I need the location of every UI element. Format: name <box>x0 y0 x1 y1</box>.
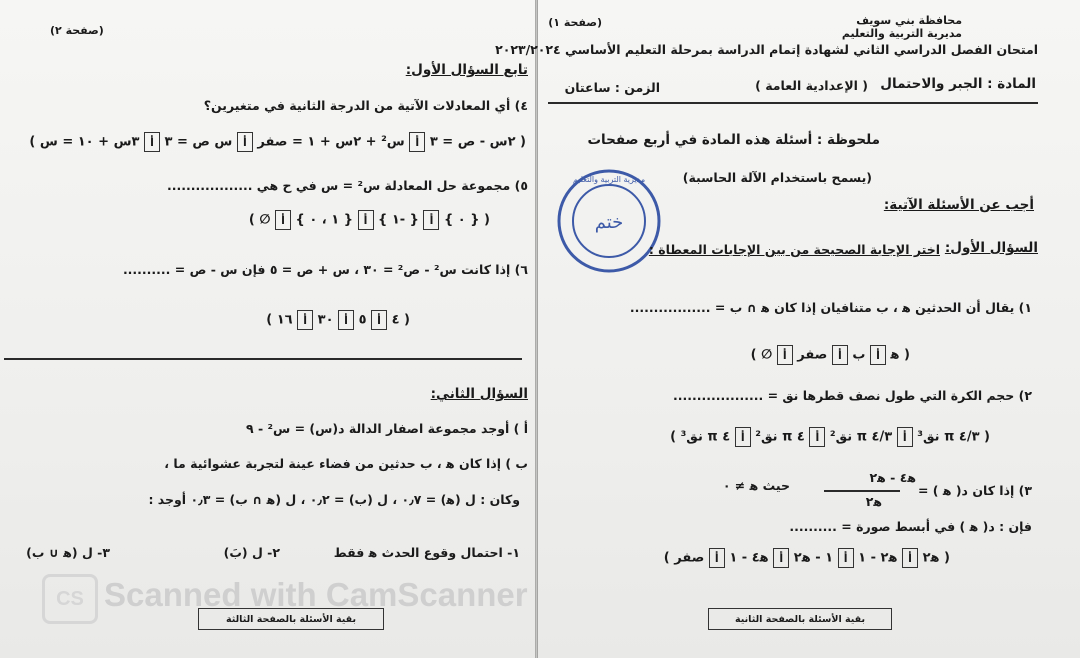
svg-text:مديرية التربية والتعليم: مديرية التربية والتعليم <box>572 175 646 184</box>
q2-sub1: ١- احتمال وقوع الحدث ﻫ فقط <box>333 545 520 560</box>
q1-item2-options: ( ٤/٣ π نق³ أ ٤/٣ π نق² أ ٤ π نق² أ ٤ π نق³ ) <box>570 427 990 447</box>
fraction-bar <box>824 490 900 492</box>
page-number-right: (صفحة ١) <box>548 16 602 29</box>
q1-item1-options: ( ﻫ أ ب أ صفر أ ∅ ) <box>640 345 910 365</box>
q1-item4: ٤) أي المعادلات الآتية من الدرجة الثانية في متغيرين؟ <box>203 98 528 113</box>
official-stamp-icon <box>556 168 662 274</box>
q1-instruction: اختر الإجابة الصحيحة من بين الإجابات المعطاة : <box>648 242 940 257</box>
footer-right: بقية الأسئلة بالصفحة الثانية <box>708 608 892 630</box>
q1-item3-options: ( ﻫ٢ أ ﻫ٢ - ١ أ ١ - ﻫ٢ أ ﻫ٤ - ١ أ صفر ) <box>630 548 950 568</box>
q1-item2: ٢) حجم الكرة التي طول نصف قطرها نق = ................... <box>673 388 1032 403</box>
q1-item3-denominator: ﻫ٢ <box>865 494 882 509</box>
q2-part-a: أ ) أوجد مجموعة اصفار الدالة د(س) = س² - ٩ <box>245 421 528 436</box>
camscanner-logo-icon: CS <box>42 574 98 624</box>
q2-sub2: ٢- ل (بَ) <box>223 545 280 560</box>
q2-sub3: ٣- ل (ﻫ ∪ ب) <box>26 545 110 560</box>
q1-item3-numerator: ﻫ٤ - ﻫ٢ <box>869 470 916 485</box>
q1-item6: ٦) إذا كانت س² - ص² = ٣٠ ، س + ص = ٥ فإن س - ص = .......... <box>122 262 528 277</box>
q2-part-b: ب ) إذا كان ﻫ ، ب حدثين من فضاء عينة لتجربة عشوائية ما ، <box>164 456 528 471</box>
q1-cont-heading: تابع السؤال الأول: <box>405 62 528 78</box>
footer-left: بقية الأسئلة بالصفحة الثالثة <box>198 608 384 630</box>
exam-title: امتحان الفصل الدراسي الثاني لشهادة إتمام الدراسة بمرحلة التعليم الأساسي ٢٠٢٣/٢٠٢٤ <box>495 42 1038 57</box>
q1-item3-condition: حيث ﻫ ≠ ٠ <box>722 478 790 493</box>
governorate: محافظة بني سويف <box>856 14 962 27</box>
page-number-left: (صفحة ٢) <box>50 24 104 37</box>
directorate: مديرية التربية والتعليم <box>841 27 962 40</box>
q2-heading: السؤال الثاني: <box>430 386 528 402</box>
q1-item1: ١) يقال أن الحدثين ﻫ ، ب متنافيان إذا كان ﻫ ∩ ب = ................. <box>629 300 1032 315</box>
q1-item4-options: ( ٢س - ص = ٣ أ س² + ٢س + ١ = صفر أ س ص = ٣ أ ٣س + ١٠ = س ) <box>40 132 526 152</box>
section-divider <box>4 358 522 360</box>
q1-item3: ٣) إذا كان د( ﻫ ) = <box>917 483 1032 498</box>
subject: المادة : الجبر والاحتمال <box>880 76 1036 92</box>
q1-heading: السؤال الأول: <box>944 240 1038 256</box>
header-divider <box>548 102 1038 104</box>
q1-item3-continued: فإن : د( ﻫ ) في أبسط صورة = .......... <box>789 519 1032 534</box>
stage: ( الإعدادية العامة ) <box>755 78 868 93</box>
q1-item6-options: ( ٤ أ ٥ أ ٣٠ أ ١٦ ) <box>160 310 410 330</box>
q1-item5-options: ( { ٠ } أ { -١ } أ { ١ ، ٠ } أ ∅ ) <box>90 210 490 230</box>
q1-item5: ٥) مجموعة حل المعادلة س² = س في ح هي .................. <box>166 178 528 193</box>
svg-text:ختم: ختم <box>594 212 624 233</box>
watermark-text: Scanned with CamScanner <box>104 576 528 613</box>
calculator-note: (يسمح باستخدام الآلة الحاسبة) <box>682 170 872 185</box>
q2-part-b-given: وكان : ل (ﻫ) = ٠٫٧ ، ل (ب) = ٠٫٢ ، ل (ﻫ ∩ ب) = ٠٫٣ أوجد : <box>148 492 520 507</box>
answer-instruction: أجب عن الأسئلة الآتية: <box>883 197 1034 213</box>
page-fold <box>535 0 538 658</box>
note: ملحوظة : أسئلة هذه المادة في أربع صفحات <box>587 132 880 148</box>
time: الزمن : ساعتان <box>564 80 660 95</box>
